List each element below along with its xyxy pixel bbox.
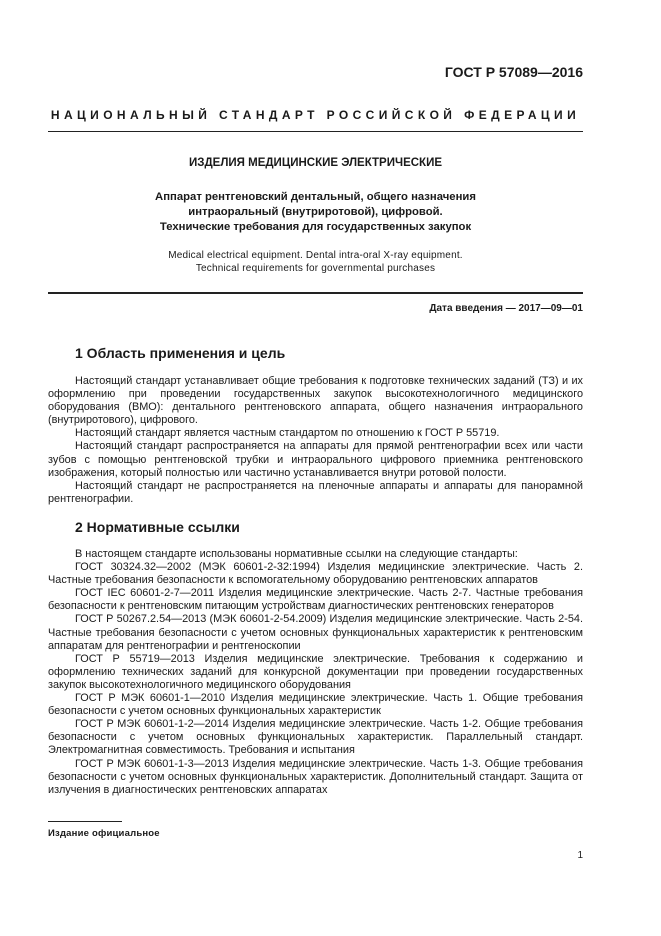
normative-reference: ГОСТ Р МЭК 60601-1-3—2013 Изделия медицинские электрические. Часть 1-3. Общие требования безопасности с учетом основных функциональных характеристик. Дополнительный стандарт. Защита от излучения в диагностических рентгеновских аппаратах (48, 757, 583, 796)
document-title: ИЗДЕЛИЯ МЕДИЦИНСКИЕ ЭЛЕКТРИЧЕСКИЕ (188, 157, 443, 169)
header-divider (48, 131, 583, 132)
english-title-line-2: Technical requirements for governmental purchases (195, 263, 436, 274)
page-number: 1 (577, 850, 583, 861)
section-2-heading: 2 Нормативные ссылки (75, 519, 240, 535)
national-standard-heading: НАЦИОНАЛЬНЫЙ СТАНДАРТ РОССИЙСКОЙ ФЕДЕРАЦИИ (50, 108, 581, 122)
section-2-body (48, 548, 583, 797)
normative-reference: ГОСТ IEC 60601-2-7—2011 Изделия медицинские электрические. Часть 2-7. Частные требования безопасности к рентгеновским питающим устройствам диагностических рентгеновских генераторов (48, 587, 583, 613)
section-1-paragraph: Настоящий стандарт является частным стандартом по отношению к ГОСТ Р 55719. (75, 427, 500, 440)
official-edition-note: Издание официальное (48, 828, 160, 839)
english-title-line-1: Medical electrical equipment. Dental intra-oral X-ray equipment. (168, 250, 463, 261)
title-divider (48, 292, 583, 294)
section-1-heading: 1 Область применения и цель (75, 345, 286, 361)
document-code: ГОСТ Р 57089—2016 (444, 64, 583, 80)
section-1-body (48, 375, 583, 506)
subtitle-line-3: Технические требования для государственных закупок (159, 221, 472, 233)
section-2-intro: В настоящем стандарте использованы нормативные ссылки на следующие стандарты: (75, 548, 518, 560)
section-1-paragraph: Настоящий стандарт устанавливает общие требования к подготовке технических заданий (ТЗ) и их оформлению при проведении государственных закупок высокотехнологичного медицинского оборудования (ВМО): дентального рентгеновского аппарата, общего назначения интраорального (внутриротового), цифрового. (48, 375, 583, 427)
section-1-paragraph: Настоящий стандарт распространяется на аппараты для прямой рентгенографии всех или части зубов с помощью рентгеновской трубки и интраорального цифрового приемника рентгеновского изображения, который полностью или частично устанавливается внутри ротовой полости. (48, 440, 583, 479)
normative-reference: ГОСТ Р 50267.2.54—2013 (МЭК 60601-2-54.2009) Изделия медицинские электрические. Часть 2-54. Частные требования безопасности с учетом основных функциональных характеристик к рентгеновским аппаратам для рентгенографии и рентгеноскопии (48, 613, 583, 652)
subtitle-line-2: интраоральный (внутриротовой), цифровой. (188, 206, 443, 218)
footer-divider (48, 821, 122, 822)
subtitle-line-1: Аппарат рентгеновский дентальный, общего назначения (155, 191, 476, 203)
normative-reference: ГОСТ 30324.32—2002 (МЭК 60601-2-32:1994) Изделия медицинские электрические. Часть 2. Частные требования безопасности к вспомогательному оборудованию рентгеновских аппаратов (48, 561, 583, 587)
normative-reference: ГОСТ Р МЭК 60601-1—2010 Изделия медицинские электрические. Часть 1. Общие требования безопасности с учетом основных функциональных характеристик (48, 692, 583, 718)
normative-reference: ГОСТ Р 55719—2013 Изделия медицинские электрические. Требования к содержанию и оформлению технических заданий для конкурсной документации при проведении государственных закупок высокотехнологичного медицинского оборудования (48, 652, 583, 691)
section-1-paragraph: Настоящий стандарт не распространяется на пленочные аппараты и аппараты для панорамной рентгенографии. (48, 479, 583, 505)
normative-reference: ГОСТ Р МЭК 60601-1-2—2014 Изделия медицинские электрические. Часть 1-2. Общие требования безопасности с учетом основных функциональных характеристик. Параллельный стандарт. Электромагнитная совместимость. Требования и испытания (48, 718, 583, 757)
effective-date: Дата введения — 2017—09—01 (429, 303, 583, 314)
